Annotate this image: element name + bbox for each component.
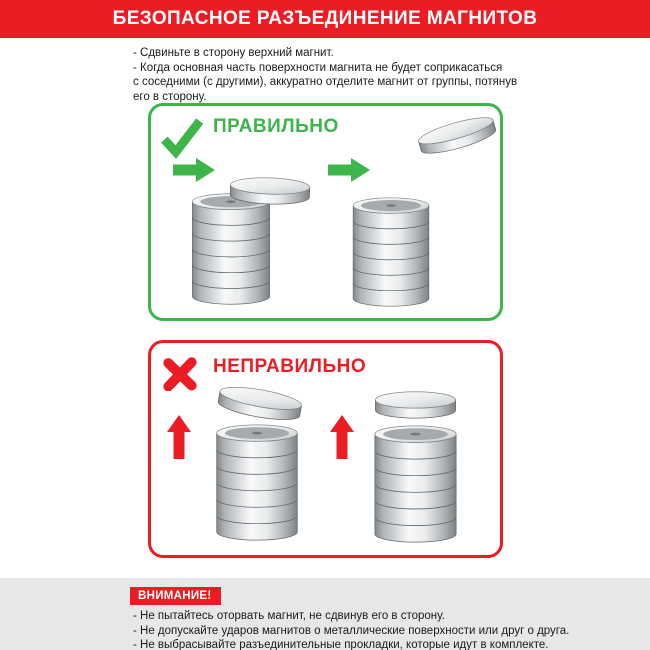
intro-instructions <box>133 46 563 104</box>
magnet-disc-separated <box>411 108 504 161</box>
red-arrow-up-icon <box>167 415 191 459</box>
intro-line: его в сторону. <box>133 90 207 103</box>
green-arrow-right-icon <box>173 158 215 182</box>
magnet-stack <box>369 424 462 544</box>
magnet-stack <box>187 192 275 306</box>
incorrect-label: НЕПРАВИЛЬНО <box>213 356 367 377</box>
intro-line: - Когда основная часть поверхности магнита не будет соприкасаться <box>133 61 503 74</box>
green-arrow-right-icon <box>328 158 370 182</box>
intro-line: - Сдвиньте в сторону верхний магнит. <box>133 47 334 59</box>
red-arrow-up-icon <box>330 415 354 459</box>
warning-line: - Не выбрасывайте разъединительные прокладки, которые идут в комплекте. <box>133 639 549 650</box>
intro-line: с соседними (с другими), аккуратно отделите магнит от группы, потянув <box>133 76 518 88</box>
magnet-disc-floating <box>369 389 462 420</box>
warning-line: - Не допускайте ударов магнитов о металлические поверхности или друг о друга. <box>133 624 570 637</box>
page-title: БЕЗОПАСНОЕ РАЗЪЕДИНЕНИЕ МАГНИТОВ <box>112 8 538 29</box>
magnet-disc-sliding <box>224 173 315 207</box>
warning-badge: ВНИМАНИЕ! <box>130 587 221 605</box>
x-mark-icon <box>161 355 199 391</box>
warning-line: - Не пытайтесь оторвать магнит, не сдвинув его в сторону. <box>133 610 445 622</box>
incorrect-panel <box>148 340 503 558</box>
magnet-stack <box>348 196 434 308</box>
correct-label: ПРАВИЛЬНО <box>213 116 339 137</box>
checkmark-icon <box>159 114 205 160</box>
warning-section <box>0 578 650 650</box>
warning-lines <box>133 609 569 650</box>
header-bar <box>0 0 650 38</box>
magnet-stack <box>211 423 303 542</box>
correct-panel <box>148 103 503 321</box>
magnet-disc-tilted <box>211 379 309 427</box>
